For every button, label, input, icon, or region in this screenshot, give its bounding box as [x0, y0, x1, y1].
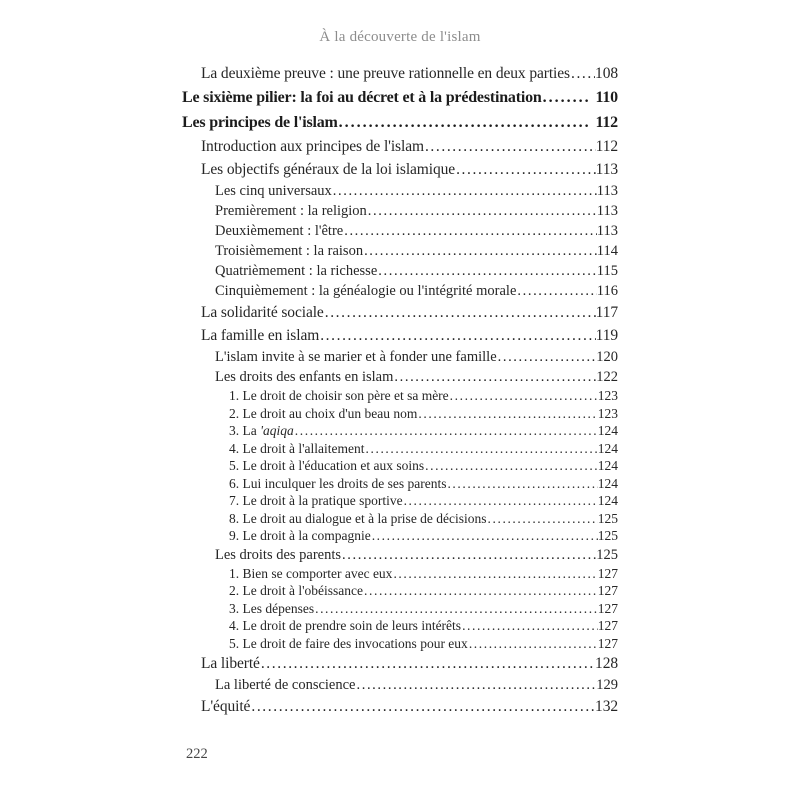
dot-leader: [332, 181, 597, 201]
toc-entry: [215, 675, 618, 695]
toc-entry: [215, 201, 618, 221]
toc-entry-label: La famille en islam: [201, 327, 320, 344]
toc-entry-label: La solidarité sociale: [201, 304, 324, 321]
toc-entry-page: 127: [597, 635, 618, 651]
toc-entry: [229, 440, 618, 458]
toc-entry-label: 1. Le droit de choisir son père et sa mère: [229, 388, 449, 403]
toc-entry-page: 128: [595, 655, 618, 672]
toc-entry-label: 3. La 'aqiqa: [229, 423, 294, 438]
toc-entry: [182, 110, 618, 135]
dot-leader: [363, 241, 597, 261]
dot-leader: [365, 440, 598, 458]
dot-leader: [393, 367, 596, 387]
table-of-contents: [182, 62, 618, 718]
dot-leader: [424, 135, 596, 158]
dot-leader: [516, 281, 596, 301]
toc-entry: [229, 387, 618, 405]
toc-entry-page: 113: [595, 161, 618, 178]
toc-entry-label: 3. Les dépenses: [229, 600, 315, 616]
toc-entry-label: Introduction aux principes de l'islam: [201, 138, 424, 155]
toc-entry-page: 123: [597, 405, 618, 421]
toc-entry-label: La deuxième preuve : une preuve rationnelle en deux parties: [201, 65, 570, 82]
toc-entry-page: 115: [596, 263, 618, 279]
toc-entry-label: 2. Le droit à l'obéissance: [229, 583, 364, 598]
toc-entry-page: 129: [596, 677, 618, 693]
toc-entry-page: 127: [597, 565, 618, 581]
dot-leader: [377, 261, 597, 281]
dot-leader: [343, 221, 597, 241]
toc-entry-label: 5. Le droit de faire des invocations pour eux: [229, 635, 468, 651]
toc-entry-label: Les objectifs généraux de la loi islamique: [201, 161, 456, 178]
page-number: 222: [186, 746, 208, 762]
toc-entry: [201, 652, 618, 675]
dot-leader: [319, 324, 595, 347]
toc-entry: [201, 324, 618, 347]
dot-leader: [250, 695, 595, 718]
toc-entry-label: L'équité: [201, 698, 251, 715]
toc-entry: [229, 405, 618, 423]
toc-entry: [215, 241, 618, 261]
dot-leader: [455, 158, 596, 181]
toc-entry: [215, 221, 618, 241]
toc-entry-label: 9. Le droit à la compagnie: [229, 528, 371, 543]
dot-leader: [338, 110, 591, 135]
dot-leader: [487, 510, 598, 528]
toc-entry-label: 7. Le droit à la pratique sportive: [229, 493, 403, 508]
toc-entry: [182, 85, 618, 110]
dot-leader: [468, 635, 598, 653]
toc-entry: [229, 527, 618, 545]
toc-entry-page: 123: [597, 388, 618, 403]
dot-leader: [324, 301, 596, 324]
toc-entry-label: Quatrièmement : la richesse: [215, 263, 378, 279]
toc-entry: [215, 261, 618, 281]
toc-entry: [215, 347, 618, 367]
toc-entry-label: Deuxièmement : l'être: [215, 223, 344, 239]
dot-leader: [417, 405, 597, 423]
dot-leader: [497, 347, 597, 367]
toc-entry: [215, 367, 618, 387]
running-header: À la découverte de l'islam: [319, 29, 481, 45]
toc-entry-page: 127: [597, 600, 618, 616]
toc-entry-label: La liberté: [201, 655, 260, 672]
toc-entry-label: 4. Le droit de prendre soin de leurs intérêts: [229, 618, 462, 633]
toc-entry-page: 120: [596, 349, 618, 365]
toc-entry: [229, 582, 618, 600]
toc-entry-page: 132: [595, 698, 618, 715]
dot-leader: [260, 652, 595, 675]
toc-entry-page: 124: [597, 493, 618, 508]
toc-entry-label: Les droits des enfants en islam: [215, 369, 394, 385]
dot-leader: [449, 387, 598, 405]
dot-leader: [392, 565, 597, 583]
toc-entry: [229, 422, 618, 440]
toc-entry-page: 117: [595, 304, 618, 321]
toc-entry-page: 114: [596, 243, 618, 259]
dot-leader: [363, 582, 598, 600]
dot-leader: [367, 201, 597, 221]
dot-leader: [424, 457, 598, 475]
toc-entry: [201, 301, 618, 324]
toc-entry-label: Troisièmement : la raison: [215, 243, 364, 259]
toc-entry-label: L'islam invite à se marier et à fonder une famille: [215, 349, 497, 365]
toc-entry-label: La liberté de conscience: [215, 677, 356, 693]
toc-entry-label: Le sixième pilier: la foi au décret et à la prédestination: [182, 89, 542, 106]
dot-leader: [446, 475, 597, 493]
toc-entry: [215, 181, 618, 201]
toc-entry-label: Les cinq universaux: [215, 183, 332, 199]
toc-entry-label: 8. Le droit au dialogue et à la prise de décisions: [229, 510, 487, 526]
toc-entry: [229, 565, 618, 583]
toc-entry: [229, 457, 618, 475]
toc-entry-label: Les principes de l'islam: [182, 114, 338, 131]
toc-entry-page: 127: [597, 618, 618, 633]
toc-entry-page: 125: [596, 546, 618, 563]
toc-entry-label: Cinquièmement : la généalogie ou l'intégrité morale: [215, 283, 517, 299]
toc-entry-label: 6. Lui inculquer les droits de ses parents: [229, 475, 447, 491]
toc-entry-label: 2. Le droit au choix d'un beau nom: [229, 405, 418, 421]
toc-entry: [201, 158, 618, 181]
toc-entry: [201, 135, 618, 158]
toc-entry-page: 125: [597, 510, 618, 526]
dot-leader: [403, 492, 598, 510]
toc-entry-page: 113: [596, 183, 618, 199]
dot-leader: [314, 600, 598, 618]
toc-entry-page: 122: [596, 369, 618, 385]
toc-entry-page: 119: [595, 327, 618, 344]
toc-entry-page: 110: [595, 89, 618, 106]
toc-entry-label: Premièrement : la religion: [215, 203, 367, 219]
toc-entry: [229, 510, 618, 528]
dot-leader: [356, 675, 597, 695]
toc-entry: [229, 635, 618, 653]
toc-entry-page: 124: [597, 423, 618, 438]
toc-entry-page: 125: [597, 528, 618, 543]
toc-entry: [201, 695, 618, 718]
dot-leader: [371, 527, 598, 545]
toc-entry: [215, 281, 618, 301]
toc-entry: [229, 600, 618, 618]
toc-entry-page: 113: [596, 223, 618, 239]
toc-entry: [229, 617, 618, 635]
toc-entry-page: 127: [597, 583, 618, 598]
toc-entry-page: 112: [595, 114, 618, 131]
dot-leader: [542, 85, 591, 110]
dot-leader: [341, 545, 596, 565]
toc-entry: [201, 62, 618, 85]
dot-leader: [461, 617, 598, 635]
toc-entry-page: 124: [597, 458, 618, 473]
toc-entry-page: 116: [596, 283, 618, 299]
toc-entry-label: 1. Bien se comporter avec eux: [229, 565, 393, 581]
toc-entry-page: 108: [595, 65, 618, 82]
toc-entry-page: 124: [597, 440, 618, 456]
toc-entry: [229, 475, 618, 493]
toc-entry-page: 113: [596, 203, 618, 219]
toc-entry: [229, 492, 618, 510]
toc-entry-page: 112: [595, 138, 618, 155]
toc-entry-label: 4. Le droit à l'allaitement: [229, 440, 365, 456]
toc-entry-label: Les droits des parents: [215, 546, 342, 563]
toc-entry-page: 124: [597, 475, 618, 491]
toc-entry: [215, 545, 618, 565]
dot-leader: [294, 422, 598, 440]
toc-entry-label: 5. Le droit à l'éducation et aux soins: [229, 458, 425, 473]
dot-leader: [570, 62, 595, 85]
